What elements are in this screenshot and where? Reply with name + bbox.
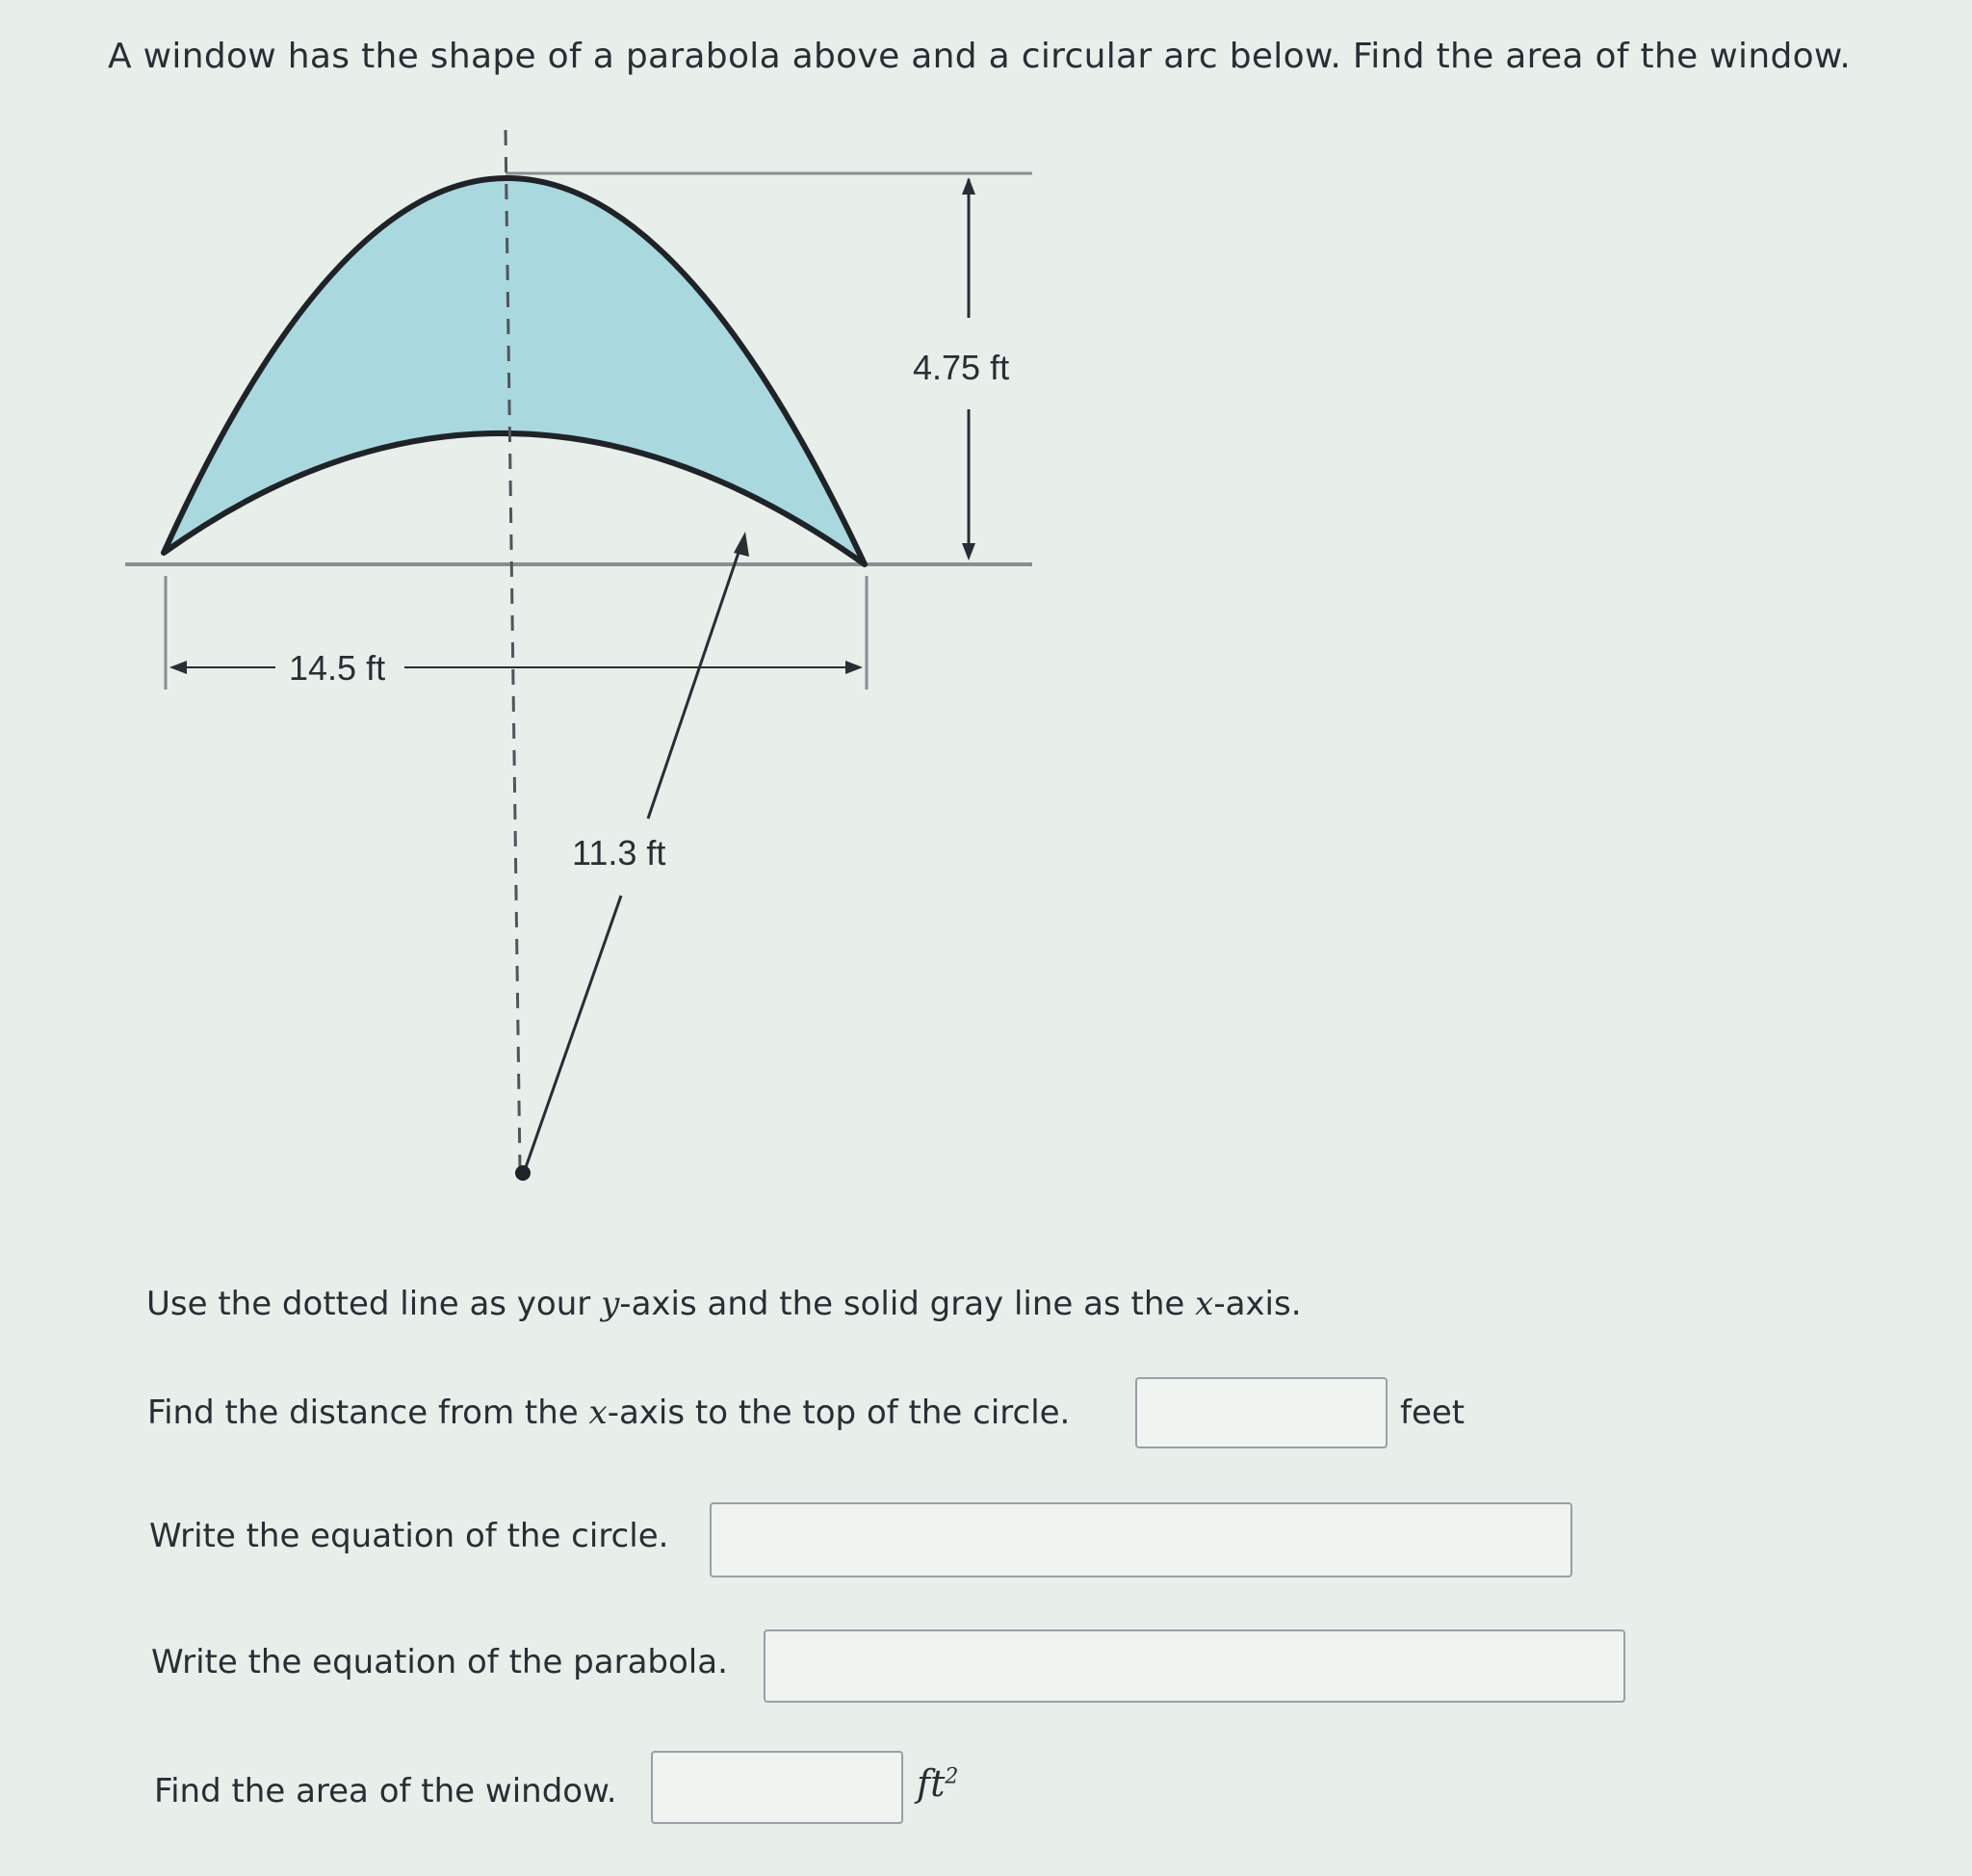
problem-statement: A window has the shape of a parabola above and a circular arc below. Find the area of the window. — [108, 37, 1852, 76]
axis-instructions — [146, 1285, 1302, 1323]
distance-x-variable: x — [588, 1394, 608, 1432]
area-unit — [917, 1762, 958, 1805]
area-input[interactable] — [651, 1751, 903, 1824]
radius-line-upper — [648, 541, 742, 819]
parabola-equation-input[interactable] — [764, 1629, 1625, 1703]
distance-prompt-text-2: -axis to the top of the circle. — [607, 1394, 1071, 1432]
parabola-equation-prompt: Write the equation of the parabola. — [151, 1643, 728, 1681]
height-label: 4.75 ft — [913, 348, 1010, 387]
instructions-text-1: Use the dotted line as your — [146, 1285, 602, 1323]
distance-input[interactable] — [1135, 1377, 1388, 1448]
area-prompt: Find the area of the window. — [154, 1772, 617, 1811]
distance-prompt-text-1: Find the distance from the — [147, 1394, 589, 1432]
circle-equation-input[interactable] — [710, 1502, 1572, 1577]
distance-prompt — [147, 1394, 1070, 1432]
radius-arrow — [734, 532, 749, 557]
height-arrow-bottom — [962, 543, 975, 560]
width-arrow-left — [169, 661, 187, 674]
radius-line-lower — [525, 896, 621, 1170]
distance-unit: feet — [1400, 1394, 1466, 1432]
instructions-text-3: -axis. — [1213, 1285, 1302, 1323]
instructions-text-2: -axis and the solid gray line as the — [619, 1285, 1196, 1323]
window-shape — [164, 178, 865, 564]
circle-center-point — [515, 1165, 531, 1181]
height-arrow-top — [962, 177, 975, 195]
area-unit-exponent: 2 — [945, 1764, 959, 1789]
x-variable: x — [1195, 1285, 1214, 1323]
area-unit-base: ft — [917, 1762, 946, 1805]
y-variable: y — [601, 1285, 620, 1323]
width-arrow-right — [845, 661, 863, 674]
width-label: 14.5 ft — [289, 648, 386, 688]
circle-equation-prompt: Write the equation of the circle. — [149, 1517, 669, 1555]
radius-label: 11.3 ft — [572, 833, 666, 873]
